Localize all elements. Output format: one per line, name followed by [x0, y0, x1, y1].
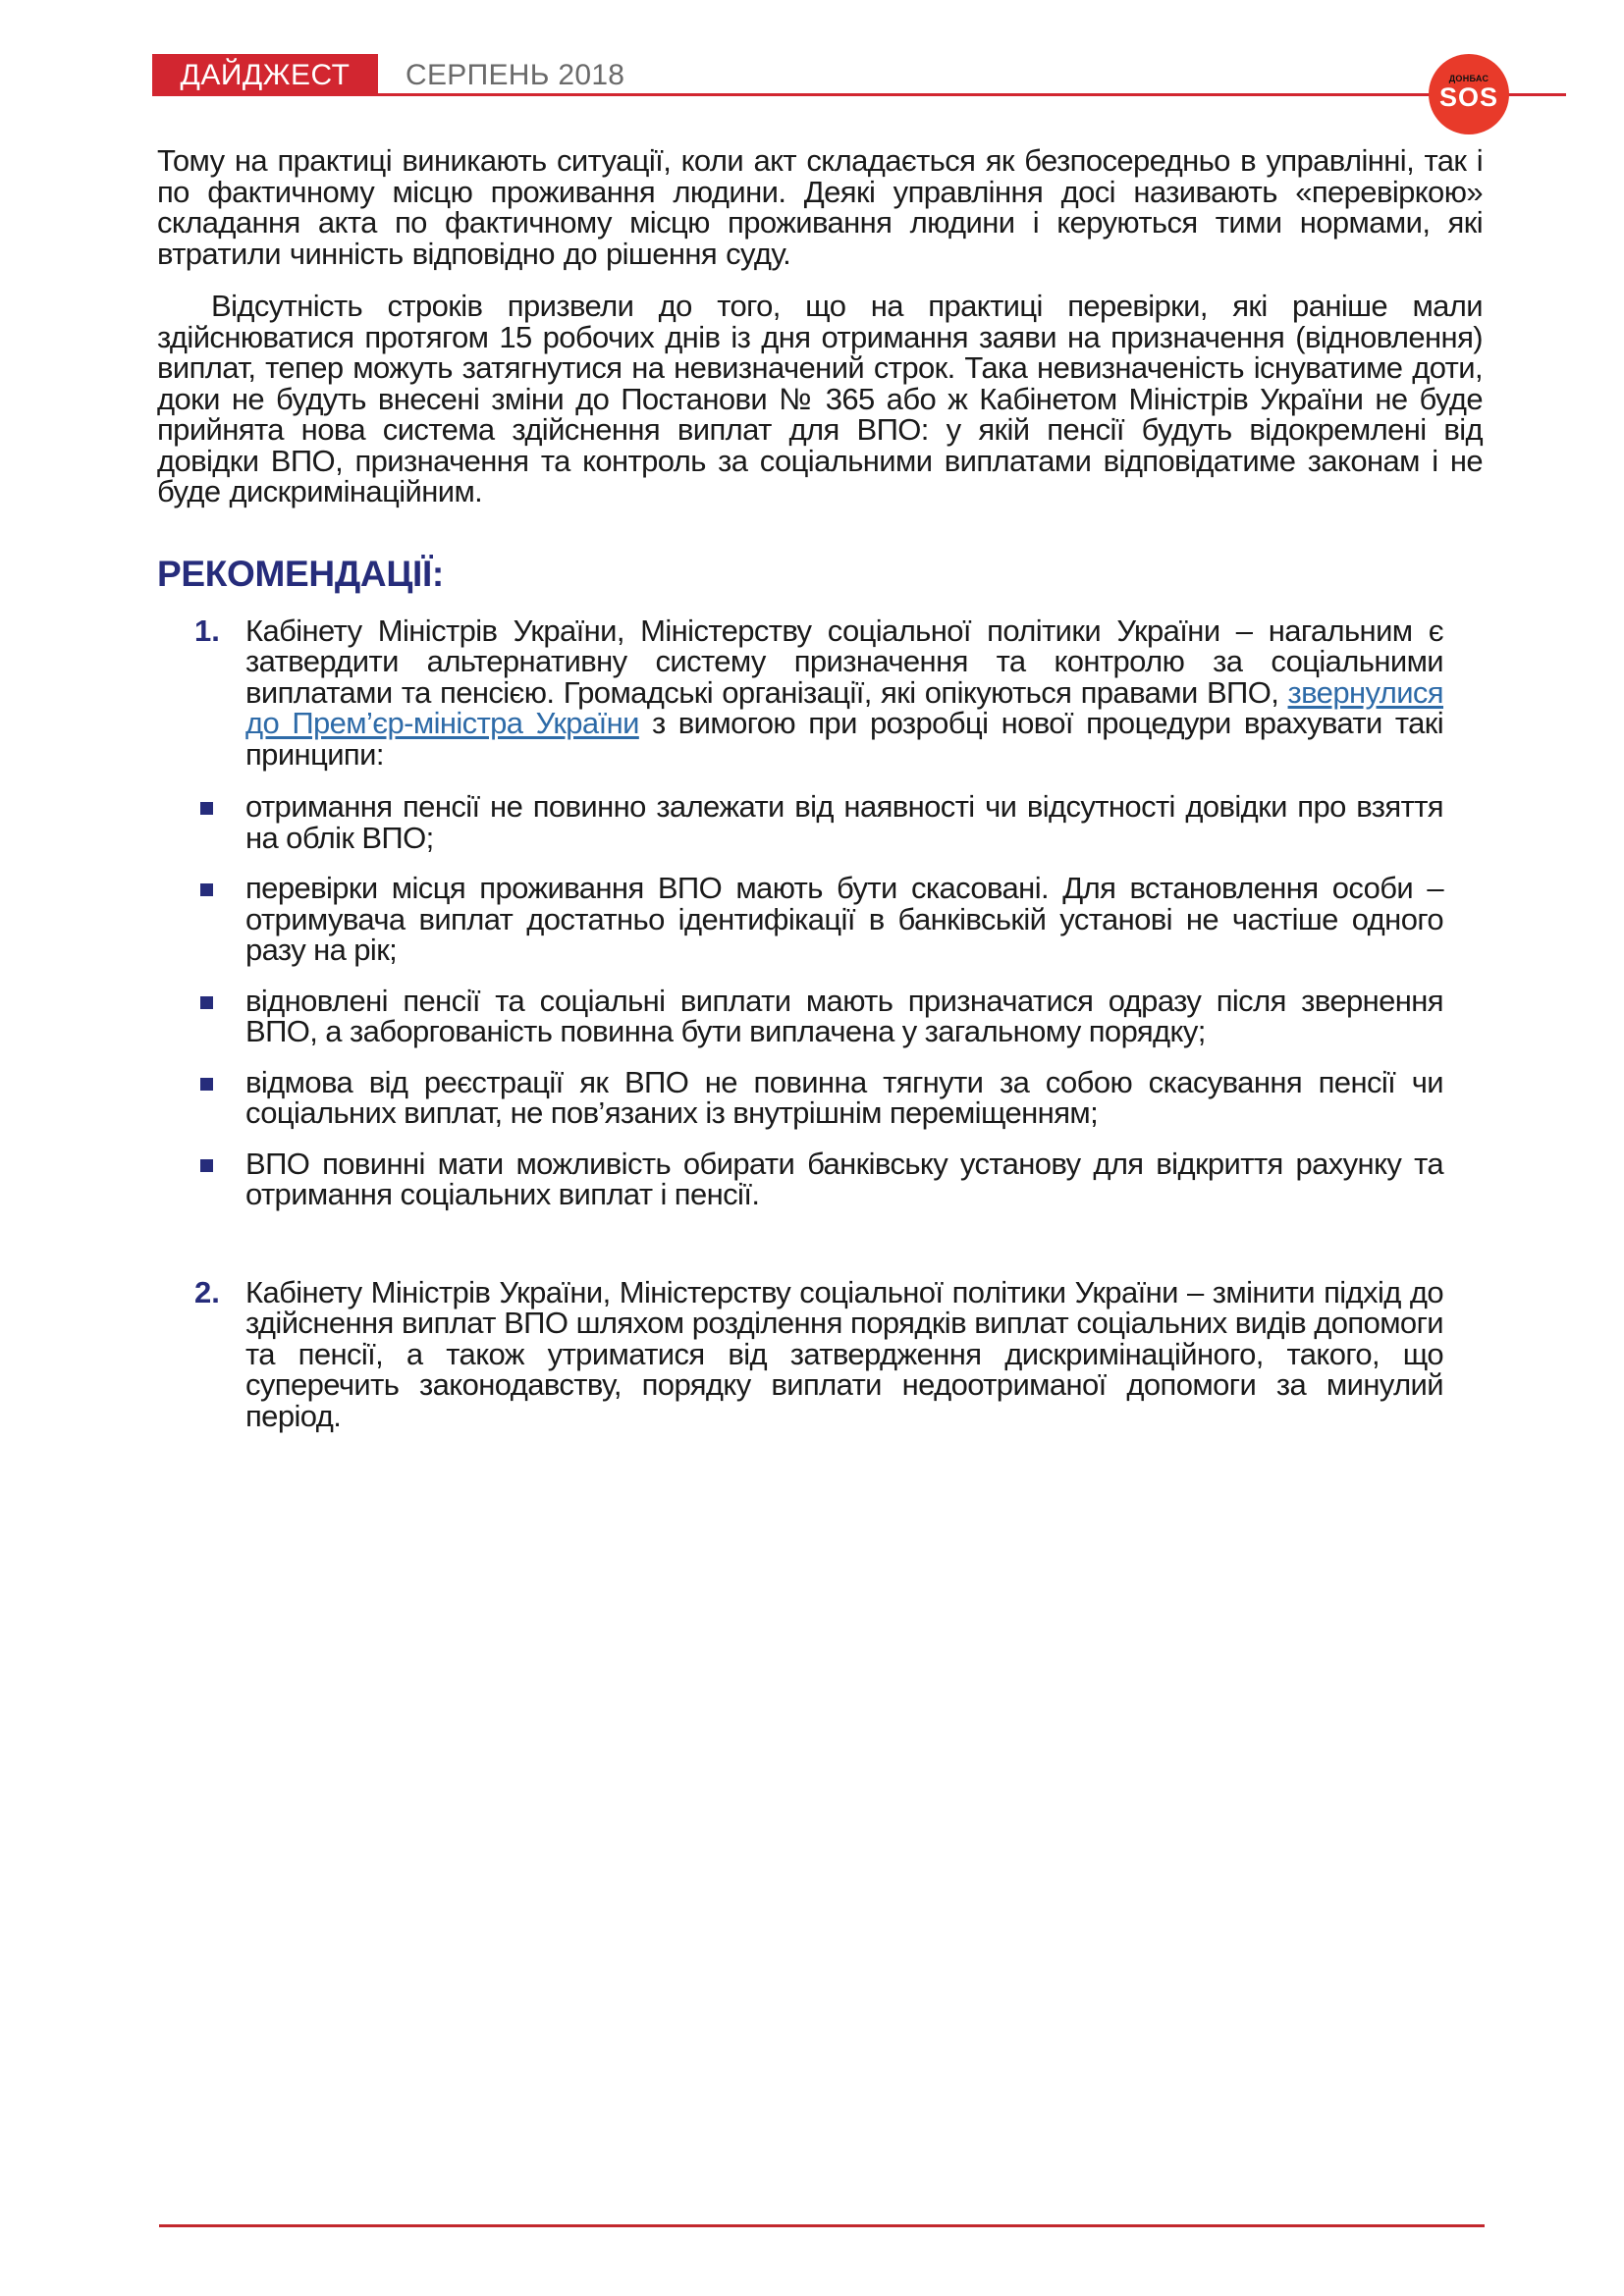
- list-item: [245, 1064, 1443, 1130]
- logo-top-text: ДОНБАС: [1448, 74, 1489, 83]
- principles-list: [157, 791, 1443, 1210]
- appeal-to-prime-minister-link[interactable]: звернулися до Прем’єр-міністра України: [245, 674, 1443, 740]
- list-item: [245, 873, 1443, 966]
- item-number: 1.: [194, 613, 220, 648]
- recommendation-item: [157, 615, 1443, 771]
- bullet-text: перевірки місця проживання ВПО мають бути скасовані. Для встановлення особи – отримувача виплат достатньо ідентифікації в банківській установі не частіше одного разу на рік;: [245, 871, 1443, 967]
- issue-date: СЕРПЕНЬ 2018: [406, 59, 625, 91]
- recommendation-item: [157, 1274, 1443, 1433]
- item-text-end: з вимогою при розробці нової процедури врахувати такі принципи:: [245, 706, 1443, 772]
- square-bullet-icon: [200, 802, 213, 815]
- section-tag: ДАЙДЖЕСТ: [152, 54, 378, 96]
- bullet-text: ВПО повинні мати можливість обирати банківську установу для відкриття рахунку та отримання соціальних виплат і пенсії.: [245, 1146, 1443, 1211]
- list-item: [245, 791, 1443, 853]
- page-content: [157, 145, 1483, 1431]
- recommendations-list: [157, 615, 1483, 1432]
- paragraph: Тому на практиці виникають ситуації, коли акт складається як безпосередньо в управлінні, так і по фактичному місцю проживання людини. Деякі управління досі називають «перевіркою» складання акта по фактичному місцю проживання людини і керуються тими нормами, які втратили чинність відповідно до рішення суду.: [157, 143, 1483, 271]
- item-number: 2.: [194, 1274, 220, 1309]
- recommendations-heading: РЕКОМЕНДАЦІЇ:: [157, 553, 444, 594]
- bullet-text: відновлені пенсії та соціальні виплати мають призначатися одразу після звернення ВПО, а заборгованість повинна бути виплачена у загальному порядку;: [245, 983, 1443, 1048]
- bullet-text: отримання пенсії не повинно залежати від наявності чи відсутності довідки про взяття на облік ВПО;: [245, 789, 1443, 855]
- list-item: [245, 1148, 1443, 1210]
- list-item: [245, 983, 1443, 1048]
- square-bullet-icon: [200, 883, 213, 896]
- square-bullet-icon: [200, 1159, 213, 1172]
- page-header: [152, 54, 1527, 113]
- item-text: [245, 615, 1443, 771]
- footer-divider: [159, 2224, 1485, 2227]
- header-divider: [378, 93, 1566, 96]
- square-bullet-icon: [200, 1078, 213, 1091]
- paragraph: Відсутність строків призвели до того, що на практиці перевірки, які раніше мали здійснюватися протягом 15 робочих днів із дня отримання заяви на призначення (відновлення) виплат, тепер можуть затягнутися на невизначений строк. Така невизначеність існуватиме доти, доки не будуть внесені зміни до Постанови № 365 або ж Кабінетом Міністрів України не буде прийнята нова система здійснення виплат для ВПО: у якій пенсії будуть відокремлені від довідки ВПО, призначення та контроль за соціальними виплатами відповідатиме законам і не буде дискримінаційним.: [157, 289, 1483, 508]
- item-text: Кабінету Міністрів України, Міністерству соціальної політики України – змінити підхід до здійснення виплат ВПО шляхом розділення порядків виплат соціальних видів допомоги та пенсії, а також утриматися від затвердження дискримінаційного, такого, що суперечить законодавству, порядку виплати недоотриманої допомоги за минулий період.: [245, 1274, 1443, 1433]
- bullet-text: відмова від реєстрації як ВПО не повинна тягнути за собою скасування пенсії чи соціальних виплат, не пов’язаних із внутрішнім переміщенням;: [245, 1064, 1443, 1130]
- logo-main-text: SOS: [1438, 82, 1499, 112]
- item-text-start: Кабінету Міністрів України, Міністерству соціальної політики України – нагальним є затвердити альтернативну систему призначення та контролю за соціальними виплатами та пенсією. Громадські організації, які опікуються правами ВПО,: [245, 613, 1443, 710]
- donbas-sos-logo: [1429, 54, 1509, 134]
- square-bullet-icon: [200, 996, 213, 1009]
